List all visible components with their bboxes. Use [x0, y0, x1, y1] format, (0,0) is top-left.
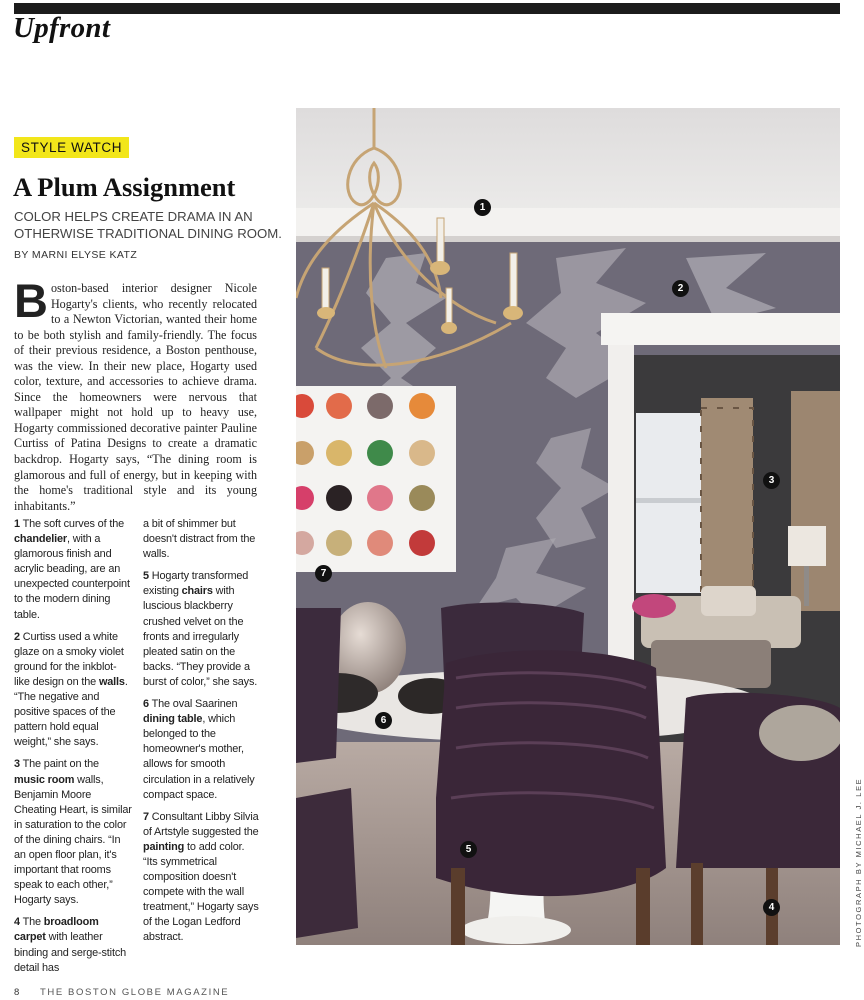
callout-marker-7: 7 — [315, 565, 332, 582]
callout-marker-5: 5 — [460, 841, 477, 858]
callout-text: a bit of shimmer but doesn't distract from the walls. — [143, 518, 256, 561]
callout-number: 2 — [14, 630, 20, 643]
callout-column-2 — [143, 517, 261, 953]
callout-text: The oval Saarinen — [148, 698, 238, 711]
callout-keyword: chandelier — [14, 533, 67, 546]
article-body-text: oston-based interior designer Nicole Hogarty's clients, who recently relocated to a Newton Victorian, wanted their home to be both stylish and family-friendly. The focus of their previous residence, a Boston penthouse, was the view. In their new place, Hogarty used color, texture, and accessories to achieve drama. Since the homeowners were nervous that wallpaper might not hold up to heavy use, Hogarty commissioned decorative painter Pauline Curtiss of Patina Designs to create a dramatic backdrop. Hogarty says, “The dining room is glamorous and full of energy, but in keeping with the home's traditional style and its young inhabitants.” — [14, 281, 257, 513]
callout-keyword: walls — [98, 675, 125, 688]
callout-note-7 — [143, 810, 261, 946]
dek: COLOR HELPS CREATE DRAMA IN AN OTHERWISE TRADITIONAL DINING ROOM. — [14, 209, 282, 241]
callout-number: 4 — [14, 916, 20, 929]
drop-cap: B — [14, 274, 48, 327]
callout-number: 3 — [14, 758, 20, 771]
callout-text: The paint on the — [19, 758, 99, 771]
callout-number: 1 — [14, 518, 20, 530]
callout-keyword: broadloom carpet — [14, 916, 99, 944]
callout-text: The soft curves of the — [19, 518, 125, 530]
byline: BY MARNI ELYSE KATZ — [14, 249, 138, 261]
callout-text: Hogarty transformed existing — [143, 570, 249, 598]
section-title: Upfront — [13, 12, 111, 44]
callout-number: 6 — [143, 698, 149, 711]
callout-text: to add color. “Its symmetrical composition doesn't compete with the wall treatment,” Hogarty says of the Logan Ledford abstract. — [143, 840, 259, 944]
callout-text: Curtiss used a white glaze on a smoky violet ground for the inkblot-like design on the — [14, 630, 124, 688]
headline: A Plum Assignment — [13, 172, 236, 202]
kicker-label: STYLE WATCH — [14, 137, 129, 158]
callout-note-5 — [143, 569, 261, 690]
callout-number: 5 — [143, 570, 149, 583]
page-number: 8 — [14, 987, 20, 998]
callout-column-1 — [14, 517, 132, 983]
callout-note-2 — [14, 630, 132, 751]
callout-number: 7 — [143, 810, 149, 823]
dining-room-illustration — [296, 108, 840, 945]
callout-keyword: painting — [143, 840, 185, 853]
top-rule — [14, 3, 840, 14]
photo-credit: PHOTOGRAPH BY MICHAEL J. LEE — [854, 777, 863, 947]
callout-marker-3: 3 — [763, 472, 780, 489]
callout-text: walls, Benjamin Moore Cheating Heart, is similar in saturation to the color of the dining chairs. “In an open floor plan, it's important that rooms speak to each other,” Hogarty says. — [14, 773, 132, 907]
callout-keyword: dining table — [143, 713, 203, 726]
callout-note-3 — [14, 757, 132, 908]
callout-text: with luscious blackberry crushed velvet on the fronts and irregularly pleated satin on the backs. “They provide a burst of color,” she says. — [143, 585, 258, 688]
callout-marker-4: 4 — [763, 899, 780, 916]
article-body — [14, 274, 257, 514]
callout-text: . “The negative and positive spaces of the pattern hold equal weight,” she says. — [14, 675, 128, 749]
callout-note-4 — [14, 915, 132, 975]
dining-room-photo — [296, 108, 840, 945]
callout-text: The — [19, 916, 44, 929]
callout-note-6 — [143, 697, 261, 803]
callout-marker-2: 2 — [672, 280, 689, 297]
publication-name: THE BOSTON GLOBE MAGAZINE — [40, 987, 230, 998]
callout-marker-6: 6 — [375, 712, 392, 729]
callout-text: , with a glamorous finish and acrylic beading, are an unexpected counterpoint to the modern dining table. — [14, 533, 130, 621]
callout-keyword: chairs — [181, 585, 213, 598]
callout-text: Consultant Libby Silvia of Artstyle suggested the — [143, 810, 259, 838]
callout-note-4-cont — [143, 517, 261, 562]
callout-text: , which belonged to the homeowner's mother, allows for smooth circulation in a relatively compact space. — [143, 713, 255, 801]
callout-note-1 — [14, 517, 132, 623]
callout-keyword: music room — [14, 773, 75, 786]
callout-marker-1: 1 — [474, 199, 491, 216]
callout-text: with leather binding and serge-stitch detail has — [14, 931, 127, 974]
